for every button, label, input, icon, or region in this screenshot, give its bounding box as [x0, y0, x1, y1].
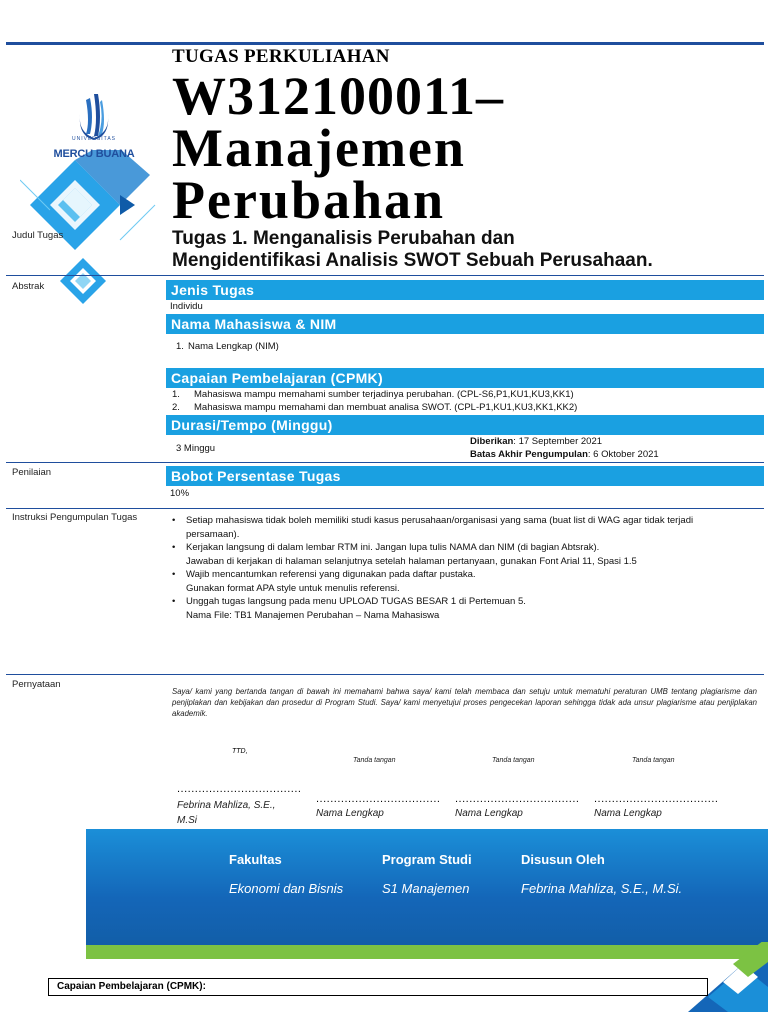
instruction-list — [172, 514, 762, 622]
lecturer-name-line1: Febrina Mahliza, S.E., — [177, 800, 276, 811]
task-title-line2: Mengidentifikasi Analisis SWOT Sebuah Perusahaan. — [172, 250, 653, 271]
course-code-title: W312100011– — [172, 66, 505, 126]
instruction-item-cont: Nama File: TB1 Manajemen Perubahan – Nama Mahasiswa — [186, 609, 440, 621]
top-rule — [6, 42, 764, 45]
signature-label: Tanda tangan — [632, 757, 675, 764]
course-name-line2: Perubahan — [172, 170, 446, 230]
signature-name-placeholder: Nama Lengkap — [594, 808, 662, 819]
section-jenis-tugas: Jenis Tugas — [166, 280, 764, 300]
footer-fakultas-label: Fakultas — [229, 852, 282, 867]
decorative-diamond-graphic — [20, 150, 160, 260]
durasi-value: 3 Minggu — [176, 443, 216, 454]
cpmk-item-2: 2. Mahasiswa mampu memahami dan membuat analisa SWOT. (CPL-P1,KU1,KU3,KK1,KK2) — [172, 402, 578, 413]
ttd-label: TTD, — [232, 748, 248, 755]
logo-university-text: UNIVERSITAS — [72, 136, 116, 142]
footer-prodi-label: Program Studi — [382, 852, 472, 867]
signature-line: ................................... — [594, 793, 719, 805]
cpmk-item-1-text: Mahasiswa mampu memahami sumber terjadinya perubahan. (CPL-S6,P1,KU1,KU3,KK1) — [194, 389, 574, 400]
footer-fakultas-value: Ekonomi dan Bisnis — [229, 881, 344, 896]
nama-nim-item: 1. Nama Lengkap (NIM) — [176, 341, 279, 352]
corner-decoration-graphic — [688, 942, 768, 1012]
statement-text: Saya/ kami yang bertanda tangan di bawah ini memahami bahwa saya/ kami telah membaca dan setuju untuk mematuhi peraturan UMB tentang plagiarisme dan penjiplakan dan kebijakan dan prosedur di Program Studi. Saya/ kami menyetujui proses pengecekan laporan sehingga tidak ada unsur plagiarisme atau penjiplakan akademik. — [172, 687, 757, 718]
jenis-tugas-value: Individu — [170, 301, 203, 312]
section-bobot: Bobot Persentase Tugas — [166, 466, 764, 486]
label-instruksi: Instruksi Pengumpulan Tugas — [12, 512, 138, 523]
course-name-line1: Manajemen — [172, 118, 466, 178]
diberikan-value: : 17 September 2021 — [513, 436, 603, 447]
document-kicker: TUGAS PERKULIAHAN — [172, 46, 390, 67]
signature-name-placeholder: Nama Lengkap — [316, 808, 384, 819]
divider — [6, 674, 764, 675]
section-durasi: Durasi/Tempo (Minggu) — [166, 415, 764, 435]
cpmk-item-1: 1. Mahasiswa mampu memahami sumber terjadinya perubahan. (CPL-S6,P1,KU1,KU3,KK1) — [172, 389, 574, 400]
label-penilaian: Penilaian — [12, 467, 52, 478]
lecturer-name-line2: M.Si — [177, 815, 197, 826]
footer-prodi-value: S1 Manajemen — [382, 881, 470, 896]
nama-nim-text: Nama Lengkap (NIM) — [188, 341, 279, 352]
instruction-item: • Setiap mahasiswa tidak boleh memiliki studi kasus perusahaan/organisasi yang sama (buat list di WAG agar tidak terjadi — [172, 514, 762, 528]
footer-green-stripe — [86, 945, 768, 959]
divider — [6, 508, 764, 509]
batas-akhir-label: Batas Akhir Pengumpulan — [470, 449, 588, 460]
label-pernyataan: Pernyataan — [12, 679, 61, 690]
label-judul-tugas: Judul Tugas — [12, 230, 64, 241]
instruction-item-cont: persamaan). — [186, 528, 240, 540]
task-title — [172, 228, 653, 272]
divider — [6, 275, 764, 276]
footer-disusun-value: Febrina Mahliza, S.E., M.Si. — [521, 881, 683, 896]
cpmk-box: Capaian Pembelajaran (CPMK): — [48, 978, 708, 996]
diberikan-row — [470, 436, 602, 447]
signature-label: Tanda tangan — [353, 757, 396, 764]
cpmk-item-2-text: Mahasiswa mampu memahami dan membuat analisa SWOT. (CPL-P1,KU1,KU3,KK1,KK2) — [194, 402, 578, 413]
section-cpmk: Capaian Pembelajaran (CPMK) — [166, 368, 764, 388]
divider — [6, 462, 764, 463]
signature-label: Tanda tangan — [492, 757, 535, 764]
decorative-small-diamond — [58, 256, 108, 306]
signature-line: ................................... — [177, 783, 302, 795]
instruction-item: • Kerjakan langsung di dalam lembar RTM ini. Jangan lupa tulis NAMA dan NIM (di bagian Abtsrak). — [172, 541, 762, 555]
batas-akhir-row — [470, 449, 659, 460]
diberikan-label: Diberikan — [470, 436, 514, 447]
signature-line: ................................... — [455, 793, 580, 805]
task-title-line1: Tugas 1. Menganalisis Perubahan dan — [172, 228, 515, 249]
batas-akhir-value: : 6 Oktober 2021 — [587, 449, 659, 460]
instruction-item: • Unggah tugas langsung pada menu UPLOAD TUGAS BESAR 1 di Pertemuan 5. — [172, 595, 762, 609]
label-abstrak: Abstrak — [12, 281, 45, 292]
signature-name-placeholder: Nama Lengkap — [455, 808, 523, 819]
instruction-item-cont: Jawaban di kerjakan di halaman selanjutnya setelah halaman pertanyaan, gunakan Font Arial 11, Spasi 1.5 — [186, 555, 637, 567]
signature-line: ................................... — [316, 793, 441, 805]
instruction-item-cont: Gunakan format APA style untuk menulis referensi. — [186, 582, 400, 594]
logo-name: MERCU BUANA — [53, 148, 135, 160]
instruction-item: • Wajib mencantumkan referensi yang digunakan pada daftar pustaka. — [172, 568, 762, 582]
section-nama-nim: Nama Mahasiswa & NIM — [166, 314, 764, 334]
bobot-value: 10% — [170, 488, 190, 499]
footer-disusun-label: Disusun Oleh — [521, 852, 605, 867]
